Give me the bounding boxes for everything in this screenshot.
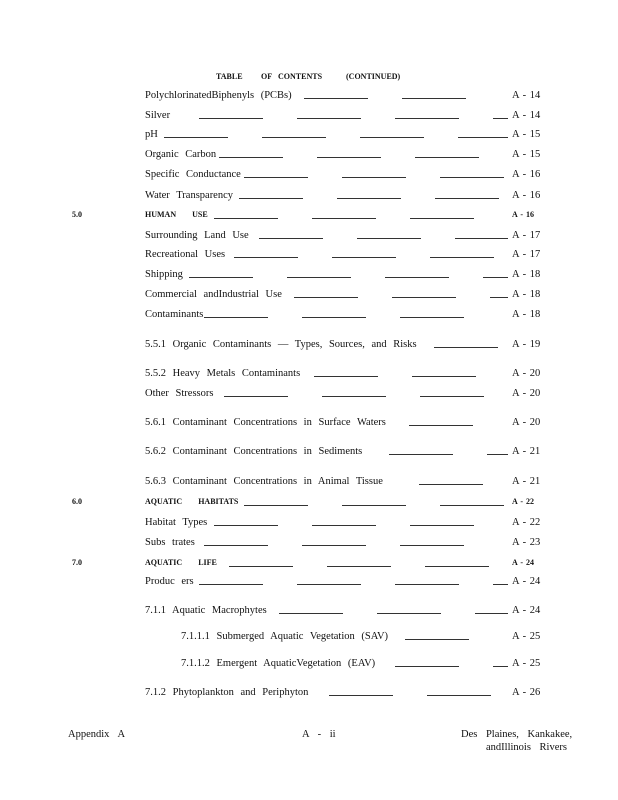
page-number: A - 21 — [512, 446, 541, 457]
leader-line — [297, 118, 361, 119]
toc-row — [0, 289, 618, 303]
leader-line — [493, 666, 508, 667]
leader-line — [297, 584, 361, 585]
leader-line — [389, 454, 453, 455]
toc-row — [0, 631, 618, 645]
leader-line — [493, 118, 508, 119]
leader-line — [475, 613, 508, 614]
leader-line — [434, 347, 498, 348]
leader-line — [164, 137, 228, 138]
leader-line — [244, 177, 308, 178]
title-word-contents: CONTENTS — [278, 72, 323, 81]
page-number: A - 18 — [512, 289, 541, 300]
entry-title: Contaminants — [145, 309, 204, 320]
section-number: 5.0 — [72, 210, 82, 219]
toc-row — [0, 149, 618, 163]
title-word-of: OF — [261, 72, 273, 81]
page-number: A - 25 — [512, 631, 541, 642]
section-number: 7.0 — [72, 558, 82, 567]
toc-row — [0, 169, 618, 183]
toc-row — [0, 605, 618, 619]
leader-line — [395, 118, 459, 119]
toc-row — [0, 339, 618, 353]
page-number: A - 14 — [512, 90, 541, 101]
leader-line — [214, 525, 278, 526]
toc-row — [0, 497, 618, 511]
leader-line — [410, 525, 474, 526]
entry-title: pH — [145, 129, 158, 140]
page-number: A - 24 — [512, 558, 534, 567]
title-word-table: TABLE — [216, 72, 243, 81]
title-word-continued: (CONTINUED) — [346, 72, 401, 81]
leader-line — [490, 297, 508, 298]
entry-title: 5.6.2 Contaminant Concentrations in Sediments — [145, 446, 363, 457]
leader-line — [455, 238, 508, 239]
leader-line — [385, 277, 449, 278]
leader-line — [487, 454, 508, 455]
leader-line — [287, 277, 351, 278]
leader-line — [342, 505, 406, 506]
page-number: A - 24 — [512, 605, 541, 616]
leader-line — [409, 425, 473, 426]
entry-title: Produc ers — [145, 576, 194, 587]
leader-line — [234, 257, 298, 258]
entry-title: Shipping — [145, 269, 183, 280]
page-number: A - 20 — [512, 417, 541, 428]
leader-line — [312, 525, 376, 526]
entry-title: Organic Carbon — [145, 149, 217, 160]
page-number: A - 18 — [512, 269, 541, 280]
leader-line — [420, 396, 484, 397]
entry-title: PolychlorinatedBiphenyls (PCBs) — [145, 90, 292, 101]
leader-line — [458, 137, 508, 138]
page-number: A - 16 — [512, 190, 541, 201]
toc-row — [0, 388, 618, 402]
entry-title: AQUATIC HABITATS — [145, 497, 239, 506]
leader-line — [337, 198, 401, 199]
leader-line — [199, 584, 263, 585]
leader-line — [224, 396, 288, 397]
page-number: A - 16 — [512, 169, 541, 180]
entry-title: 5.5.1 Organic Contaminants — Types, Sources, and Risks — [145, 339, 417, 350]
entry-title: Commercial andIndustrial Use — [145, 289, 282, 300]
footer-report-title-line2: andIllinois Rivers — [486, 742, 567, 753]
entry-title: 7.1.2 Phytoplankton and Periphyton — [145, 687, 309, 698]
entry-title: HUMAN USE — [145, 210, 208, 219]
toc-row — [0, 658, 618, 672]
leader-line — [322, 396, 386, 397]
page-number: A - 22 — [512, 497, 534, 506]
leader-line — [342, 177, 406, 178]
entry-title: 7.1.1.2 Emergent AquaticVegetation (EAV) — [181, 658, 376, 669]
page-number: A - 23 — [512, 537, 541, 548]
page-number: A - 15 — [512, 129, 541, 140]
page-number: A - 25 — [512, 658, 541, 669]
footer-appendix: Appendix A — [68, 729, 126, 740]
entry-title: 5.5.2 Heavy Metals Contaminants — [145, 368, 301, 379]
leader-line — [239, 198, 303, 199]
page-number: A - 18 — [512, 309, 541, 320]
toc-row — [0, 517, 618, 531]
toc-row — [0, 230, 618, 244]
leader-line — [400, 317, 464, 318]
entry-title: AQUATIC LIFE — [145, 558, 217, 567]
leader-line — [440, 177, 504, 178]
page-number: A - 17 — [512, 249, 541, 260]
leader-line — [302, 545, 366, 546]
entry-title: 5.6.1 Contaminant Concentrations in Surface Waters — [145, 417, 386, 428]
leader-line — [427, 695, 491, 696]
entry-title: 5.6.3 Contaminant Concentrations in Animal Tissue — [145, 476, 383, 487]
leader-line — [302, 317, 366, 318]
leader-line — [395, 584, 459, 585]
entry-title: Other Stressors — [145, 388, 214, 399]
leader-line — [314, 376, 378, 377]
page-number: A - 24 — [512, 576, 541, 587]
toc-row — [0, 249, 618, 263]
page-number: A - 20 — [512, 368, 541, 379]
leader-line — [229, 566, 293, 567]
leader-line — [327, 566, 391, 567]
leader-line — [377, 613, 441, 614]
leader-line — [279, 613, 343, 614]
toc-row — [0, 446, 618, 460]
page-number: A - 17 — [512, 230, 541, 241]
toc-row — [0, 558, 618, 572]
page-number: A - 15 — [512, 149, 541, 160]
toc-row — [0, 687, 618, 701]
entry-title: Silver — [145, 110, 171, 121]
leader-line — [262, 137, 326, 138]
leader-line — [440, 505, 504, 506]
leader-line — [332, 257, 396, 258]
entry-title: Specific Conductance — [145, 169, 241, 180]
leader-line — [214, 218, 278, 219]
leader-line — [294, 297, 358, 298]
toc-row — [0, 90, 618, 104]
leader-line — [189, 277, 253, 278]
entry-title: Recreational Uses — [145, 249, 226, 260]
leader-line — [412, 376, 476, 377]
leader-line — [430, 257, 494, 258]
leader-line — [400, 545, 464, 546]
page-number: A - 22 — [512, 517, 541, 528]
leader-line — [402, 98, 466, 99]
leader-line — [415, 157, 479, 158]
leader-line — [312, 218, 376, 219]
leader-line — [244, 505, 308, 506]
toc-row — [0, 476, 618, 490]
page-number: A - 14 — [512, 110, 541, 121]
leader-line — [204, 317, 268, 318]
entry-title: 7.1.1 Aquatic Macrophytes — [145, 605, 267, 616]
toc-row — [0, 309, 618, 323]
footer-page-number: A - ii — [302, 729, 336, 740]
toc-row — [0, 576, 618, 590]
leader-line — [483, 277, 508, 278]
page-number: A - 21 — [512, 476, 541, 487]
leader-line — [219, 157, 283, 158]
leader-line — [317, 157, 381, 158]
leader-line — [360, 137, 424, 138]
toc-row — [0, 537, 618, 551]
footer-report-title-line1: Des Plaines, Kankakee, — [461, 729, 573, 740]
entry-title: 7.1.1.1 Submerged Aquatic Vegetation (SAV) — [181, 631, 389, 642]
leader-line — [329, 695, 393, 696]
leader-line — [425, 566, 489, 567]
section-number: 6.0 — [72, 497, 82, 506]
leader-line — [405, 639, 469, 640]
toc-row — [0, 417, 618, 431]
leader-line — [259, 238, 323, 239]
page-number: A - 20 — [512, 388, 541, 399]
toc-row — [0, 269, 618, 283]
entry-title: Subs trates — [145, 537, 195, 548]
leader-line — [493, 584, 508, 585]
leader-line — [435, 198, 499, 199]
toc-row — [0, 190, 618, 204]
leader-line — [419, 484, 483, 485]
leader-line — [395, 666, 459, 667]
toc-row — [0, 368, 618, 382]
entry-title: Water Transparency — [145, 190, 234, 201]
leader-line — [204, 545, 268, 546]
entry-title: Surrounding Land Use — [145, 230, 249, 241]
entry-title: Habitat Types — [145, 517, 208, 528]
toc-row — [0, 110, 618, 124]
toc-row — [0, 129, 618, 143]
page-number: A - 19 — [512, 339, 541, 350]
page-number: A - 16 — [512, 210, 534, 219]
leader-line — [410, 218, 474, 219]
leader-line — [392, 297, 456, 298]
page-number: A - 26 — [512, 687, 541, 698]
leader-line — [199, 118, 263, 119]
toc-row — [0, 210, 618, 224]
leader-line — [357, 238, 421, 239]
leader-line — [304, 98, 368, 99]
